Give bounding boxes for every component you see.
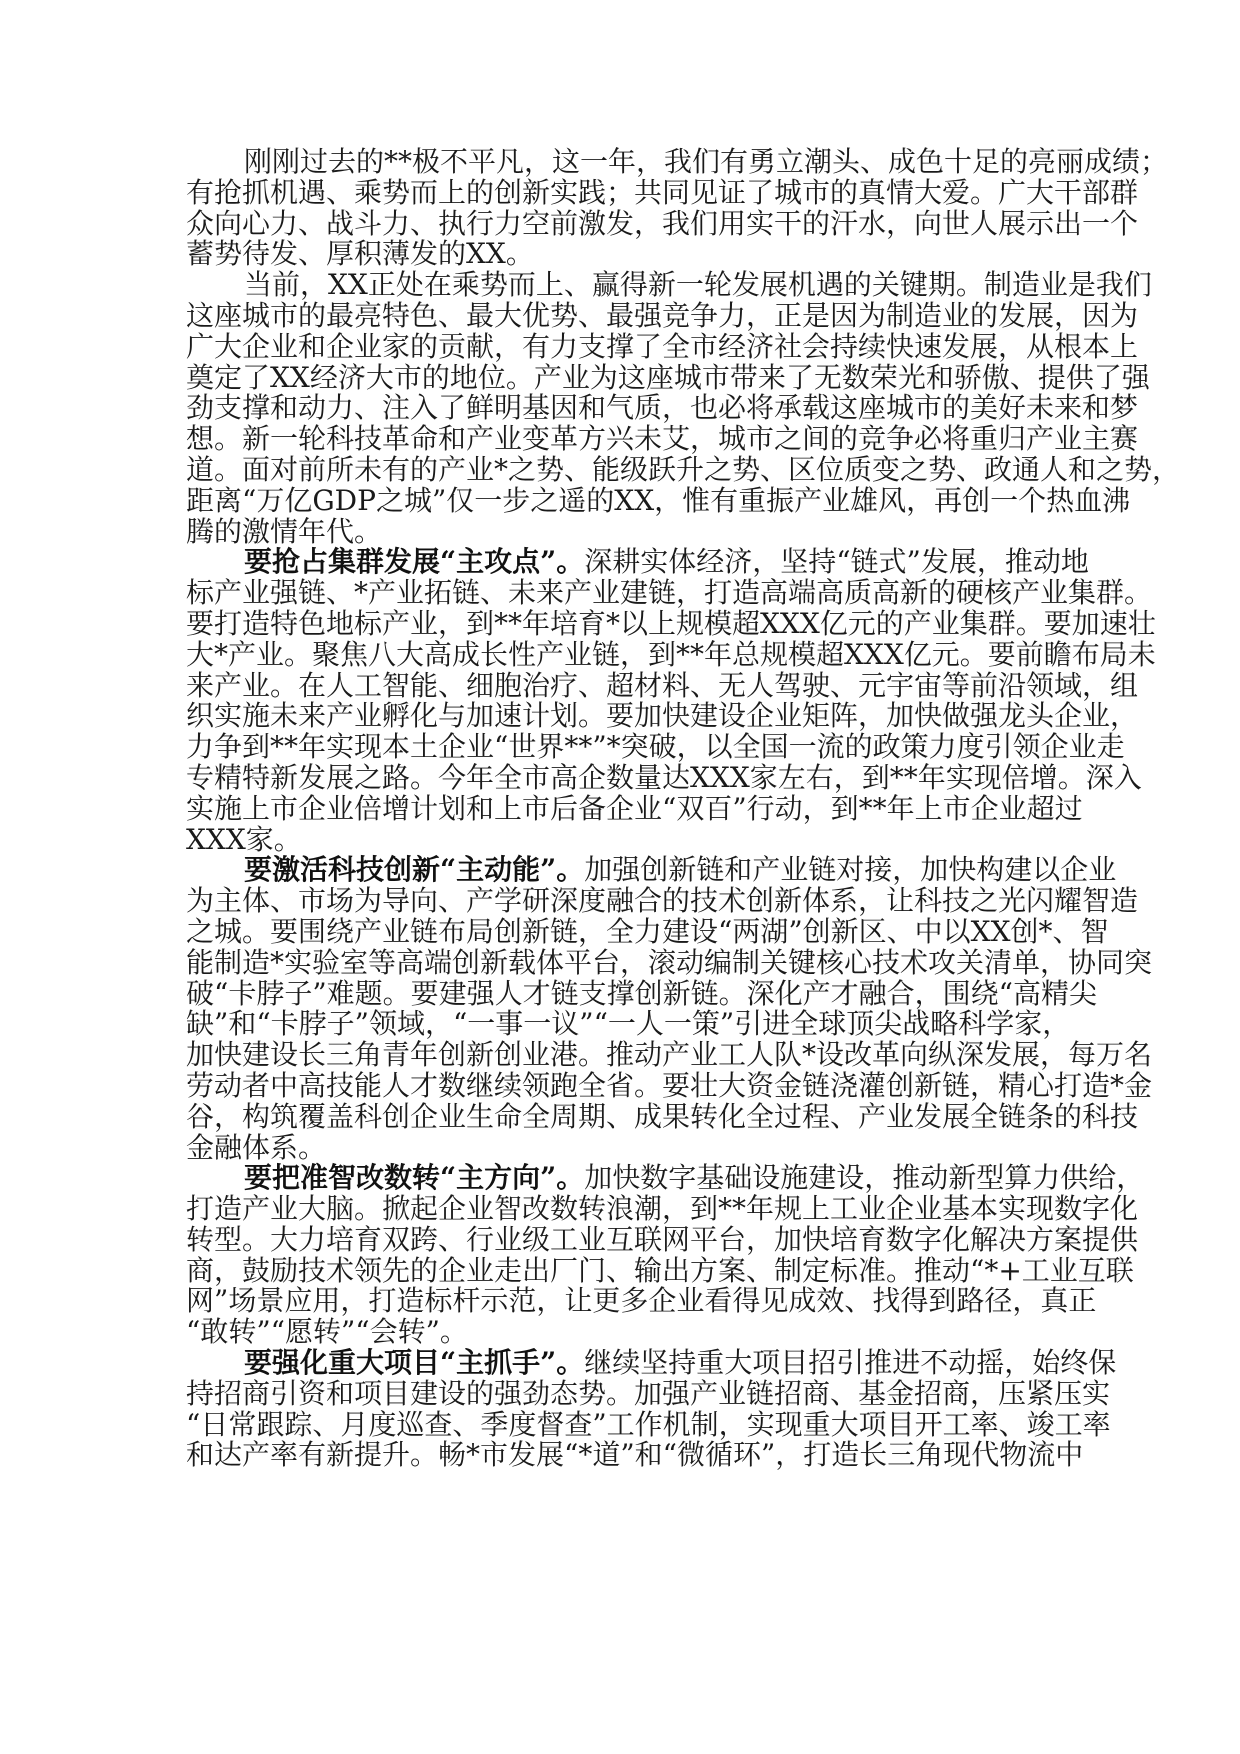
text-line: 金融体系。 xyxy=(186,1130,327,1164)
text-line xyxy=(186,545,1089,579)
text-line xyxy=(186,853,1117,887)
text-line: 刚刚过去的**极不平凡，这一年，我们有勇立潮头、成色十足的亮丽成绩； xyxy=(244,145,1169,178)
text-line: 商，鼓励技术领先的企业走出厂门、输出方案、制定标准。推动“*+工业互联 xyxy=(186,1253,1134,1287)
text-line: 网”场景应用，打造标杆示范，让更多企业看得见成效、找得到路径，真正 xyxy=(186,1284,1097,1318)
text-line: 标产业强链、*产业拓链、未来产业建链，打造高端高质高新的硬核产业集群。 xyxy=(186,576,1153,610)
text-line: 能制造*实验室等高端创新载体平台，滚动编制关键核心技术攻关清单，协同突 xyxy=(186,945,1153,979)
text-line: 转型。大力培育双跨、行业级工业互联网平台，加快培育数字化解决方案提供 xyxy=(186,1222,1139,1256)
text-line: 大*产业。聚焦八大高成长性产业链，到**年总规模超XXX亿元。要前瞻布局未 xyxy=(186,637,1156,671)
text-line: 当前，XX正处在乘势而上、赢得新一轮发展机遇的关键期。制造业是我们 xyxy=(244,268,1152,302)
text-line: 蓄势待发、厚积薄发的XX。 xyxy=(186,237,534,271)
text-line: 有抢抓机遇、乘势而上的创新实践；共同见证了城市的真情大爱。广大干部群 xyxy=(186,175,1139,209)
text-line: “日常跟踪、月度巡查、季度督查”工作机制，实现重大项目开工率、竣工率 xyxy=(186,1407,1111,1441)
text-line: 要打造特色地标产业，到**年培育*以上规模超XXX亿元的产业集群。要加速壮 xyxy=(186,606,1156,640)
paragraph-lead-heading: 要激活科技创新“主动能”。 xyxy=(244,853,585,887)
text-line: 奠定了XX经济大市的地位。产业为这座城市带来了无数荣光和骄傲、提供了强 xyxy=(186,360,1150,394)
text-fragment: 加强创新链和产业链对接，加快构建以企业 xyxy=(584,853,1117,887)
text-fragment: 继续坚持重大项目招引推进不动摇，始终保 xyxy=(584,1346,1117,1380)
text-line: 打造产业大脑。掀起企业智改数转浪潮，到**年规上工业企业基本实现数字化 xyxy=(186,1192,1139,1226)
paragraph-tech-innovation xyxy=(186,853,1153,1164)
paragraph-lead-heading: 要把准智改数转“主方向”。 xyxy=(244,1161,585,1195)
document-page xyxy=(186,145,1181,1472)
text-line: 来产业。在人工智能、细胞治疗、超材料、无人驾驶、元宇宙等前沿领域，组 xyxy=(186,668,1139,702)
text-line: 劳动者中高技能人才数继续领跑全省。要壮大资金链浇灌创新链，精心打造*金 xyxy=(186,1068,1153,1102)
text-line: 距离“万亿GDP之城”仅一步之遥的XX，惟有重振产业雄风，再创一个热血沸 xyxy=(186,483,1131,517)
text-line: 和达产率有新提升。畅*市发展“*道”和“微循环”，打造长三角现代物流中 xyxy=(186,1438,1084,1472)
text-line: 道。面对前所未有的产业*之势、能级跃升之势、区位质变之势、政通人和之势， xyxy=(186,452,1181,486)
text-line xyxy=(186,1161,1145,1195)
paragraph-lead-heading: 要抢占集群发展“主攻点”。 xyxy=(244,545,585,579)
text-line: 实施上市企业倍增计划和上市后备企业“双百”行动，到**年上市企业超过 xyxy=(186,791,1083,825)
text-line: 这座城市的最亮特色、最大优势、最强竞争力，正是因为制造业的发展，因为 xyxy=(186,298,1139,332)
paragraph-intro xyxy=(186,145,1169,271)
text-line: 腾的激情年代。 xyxy=(186,514,383,548)
paragraph-major-projects xyxy=(186,1346,1117,1472)
text-fragment: 深耕实体经济，坚持“链式”发展，推动地 xyxy=(584,545,1089,579)
paragraph-digital-transformation xyxy=(186,1161,1145,1349)
text-fragment: 加快数字基础设施建设，推动新型算力供给， xyxy=(584,1161,1145,1195)
text-line: 谷，构筑覆盖科创企业生命全周期、成果转化全过程、产业发展全链条的科技 xyxy=(186,1099,1139,1133)
paragraph-lead-heading: 要强化重大项目“主抓手”。 xyxy=(244,1346,585,1380)
text-line xyxy=(186,1346,1117,1380)
text-line: 想。新一轮科技革命和产业变革方兴未艾，城市之间的竞争必将重归产业主赛 xyxy=(186,422,1139,456)
text-line: 力争到**年实现本土企业“世界**”*突破，以全国一流的政策力度引领企业走 xyxy=(186,730,1125,764)
text-line: 众向心力、战斗力、执行力空前激发，我们用实干的汗水，向世人展示出一个 xyxy=(186,206,1139,240)
paragraph-current-situation xyxy=(186,268,1181,548)
text-line: 专精特新发展之路。今年全市高企数量达XXX家左右，到**年实现倍增。深入 xyxy=(186,760,1142,794)
text-line: 缺”和“卡脖子”领域，“一事一议”“一人一策”引进全球顶尖战略科学家， xyxy=(186,1007,1071,1041)
text-line: 劲支撑和动力、注入了鲜明基因和气质，也必将承载这座城市的美好未来和梦 xyxy=(186,391,1139,425)
text-line: XXX家。 xyxy=(186,822,302,856)
text-line: 加快建设长三角青年创新创业港。推动产业工人队*设改革向纵深发展，每万名 xyxy=(186,1038,1153,1072)
text-line: 破“卡脖子”难题。要建强人才链支撑创新链。深化产才融合，围绕“高精尖 xyxy=(186,976,1097,1010)
text-line: “敢转”“愿转”“会转”。 xyxy=(186,1315,468,1349)
text-line: 持招商引资和项目建设的强劲态势。加强产业链招商、基金招商，压紧压实 xyxy=(186,1376,1111,1410)
text-line: 织实施未来产业孵化与加速计划。要加快建设企业矩阵，加快做强龙头企业， xyxy=(186,699,1139,733)
text-line: 广大企业和企业家的贡献，有力支撑了全市经济社会持续快速发展，从根本上 xyxy=(186,329,1139,363)
paragraph-cluster-development xyxy=(186,545,1156,856)
text-line: 之城。要围绕产业链布局创新链，全力建设“两湖”创新区、中以XX创*、智 xyxy=(186,914,1109,948)
text-line: 为主体、市场为导向、产学研深度融合的技术创新体系，让科技之光闪耀智造 xyxy=(186,884,1139,918)
